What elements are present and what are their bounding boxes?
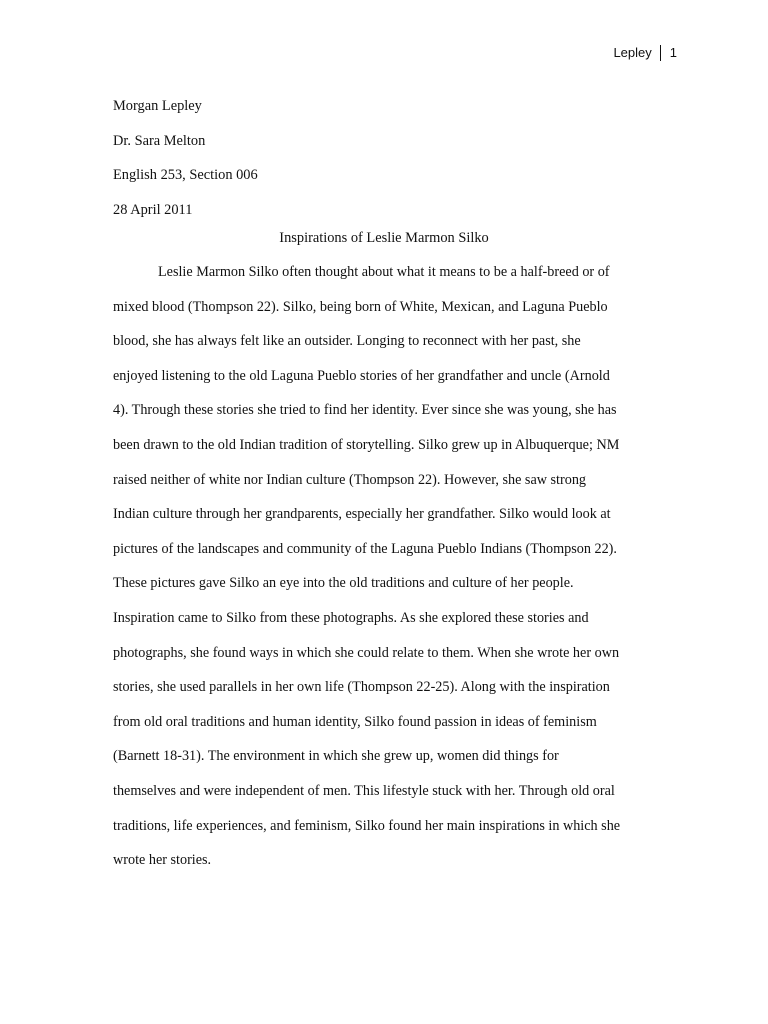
- page-number: 1: [669, 45, 677, 60]
- body-line: Inspiration came to Silko from these photographs. As she explored these stories and: [113, 609, 589, 626]
- body-line: been drawn to the old Indian tradition of storytelling. Silko grew up in Albuquerque; NM: [113, 436, 620, 453]
- body-line: These pictures gave Silko an eye into the old traditions and culture of her people.: [113, 575, 574, 592]
- body-line: photographs, she found ways in which she could relate to them. When she wrote her own: [113, 644, 620, 661]
- body-line: 4). Through these stories she tried to find her identity. Ever since she was young, she has: [113, 402, 617, 419]
- body-line: enjoyed listening to the old Laguna Pueblo stories of her grandfather and uncle (Arnold: [113, 367, 610, 384]
- running-head: [613, 44, 677, 62]
- body-line: (Barnett 18-31). The environment in which she grew up, women did things for: [113, 748, 559, 765]
- body-line: pictures of the landscapes and community of the Laguna Pueblo Indians (Thompson 22).: [113, 540, 617, 557]
- body-line: raised neither of white nor Indian culture (Thompson 22). However, she saw strong: [113, 471, 587, 488]
- body-line: Indian culture through her grandparents, especially her grandfather. Silko would look at: [113, 506, 611, 523]
- running-head-divider: [660, 45, 661, 61]
- body-line: traditions, life experiences, and feminism, Silko found her main inspirations in which she: [113, 817, 621, 834]
- running-head-author: Lepley: [613, 45, 652, 60]
- body-line: stories, she used parallels in her own life (Thompson 22-25). Along with the inspiration: [113, 679, 610, 696]
- body-paragraph: [113, 262, 658, 885]
- body-line: Leslie Marmon Silko often thought about what it means to be a half-breed or of: [158, 264, 610, 280]
- mla-heading: [113, 89, 658, 227]
- body-line: from old oral traditions and human identity, Silko found passion in ideas of feminism: [113, 713, 597, 730]
- body-line: themselves and were independent of men. This lifestyle stuck with her. Through old oral: [113, 782, 615, 799]
- paper-title: Inspirations of Leslie Marmon Silko: [279, 230, 489, 246]
- body-line: mixed blood (Thompson 22). Silko, being born of White, Mexican, and Laguna Pueblo: [113, 298, 608, 315]
- course-name: English 253, Section 006: [113, 167, 258, 184]
- instructor-name: Dr. Sara Melton: [113, 132, 206, 149]
- body-line: blood, she has always felt like an outsider. Longing to reconnect with her past, she: [113, 333, 581, 350]
- body-line: wrote her stories.: [113, 852, 212, 869]
- student-name: Morgan Lepley: [113, 98, 202, 114]
- date: 28 April 2011: [113, 201, 193, 218]
